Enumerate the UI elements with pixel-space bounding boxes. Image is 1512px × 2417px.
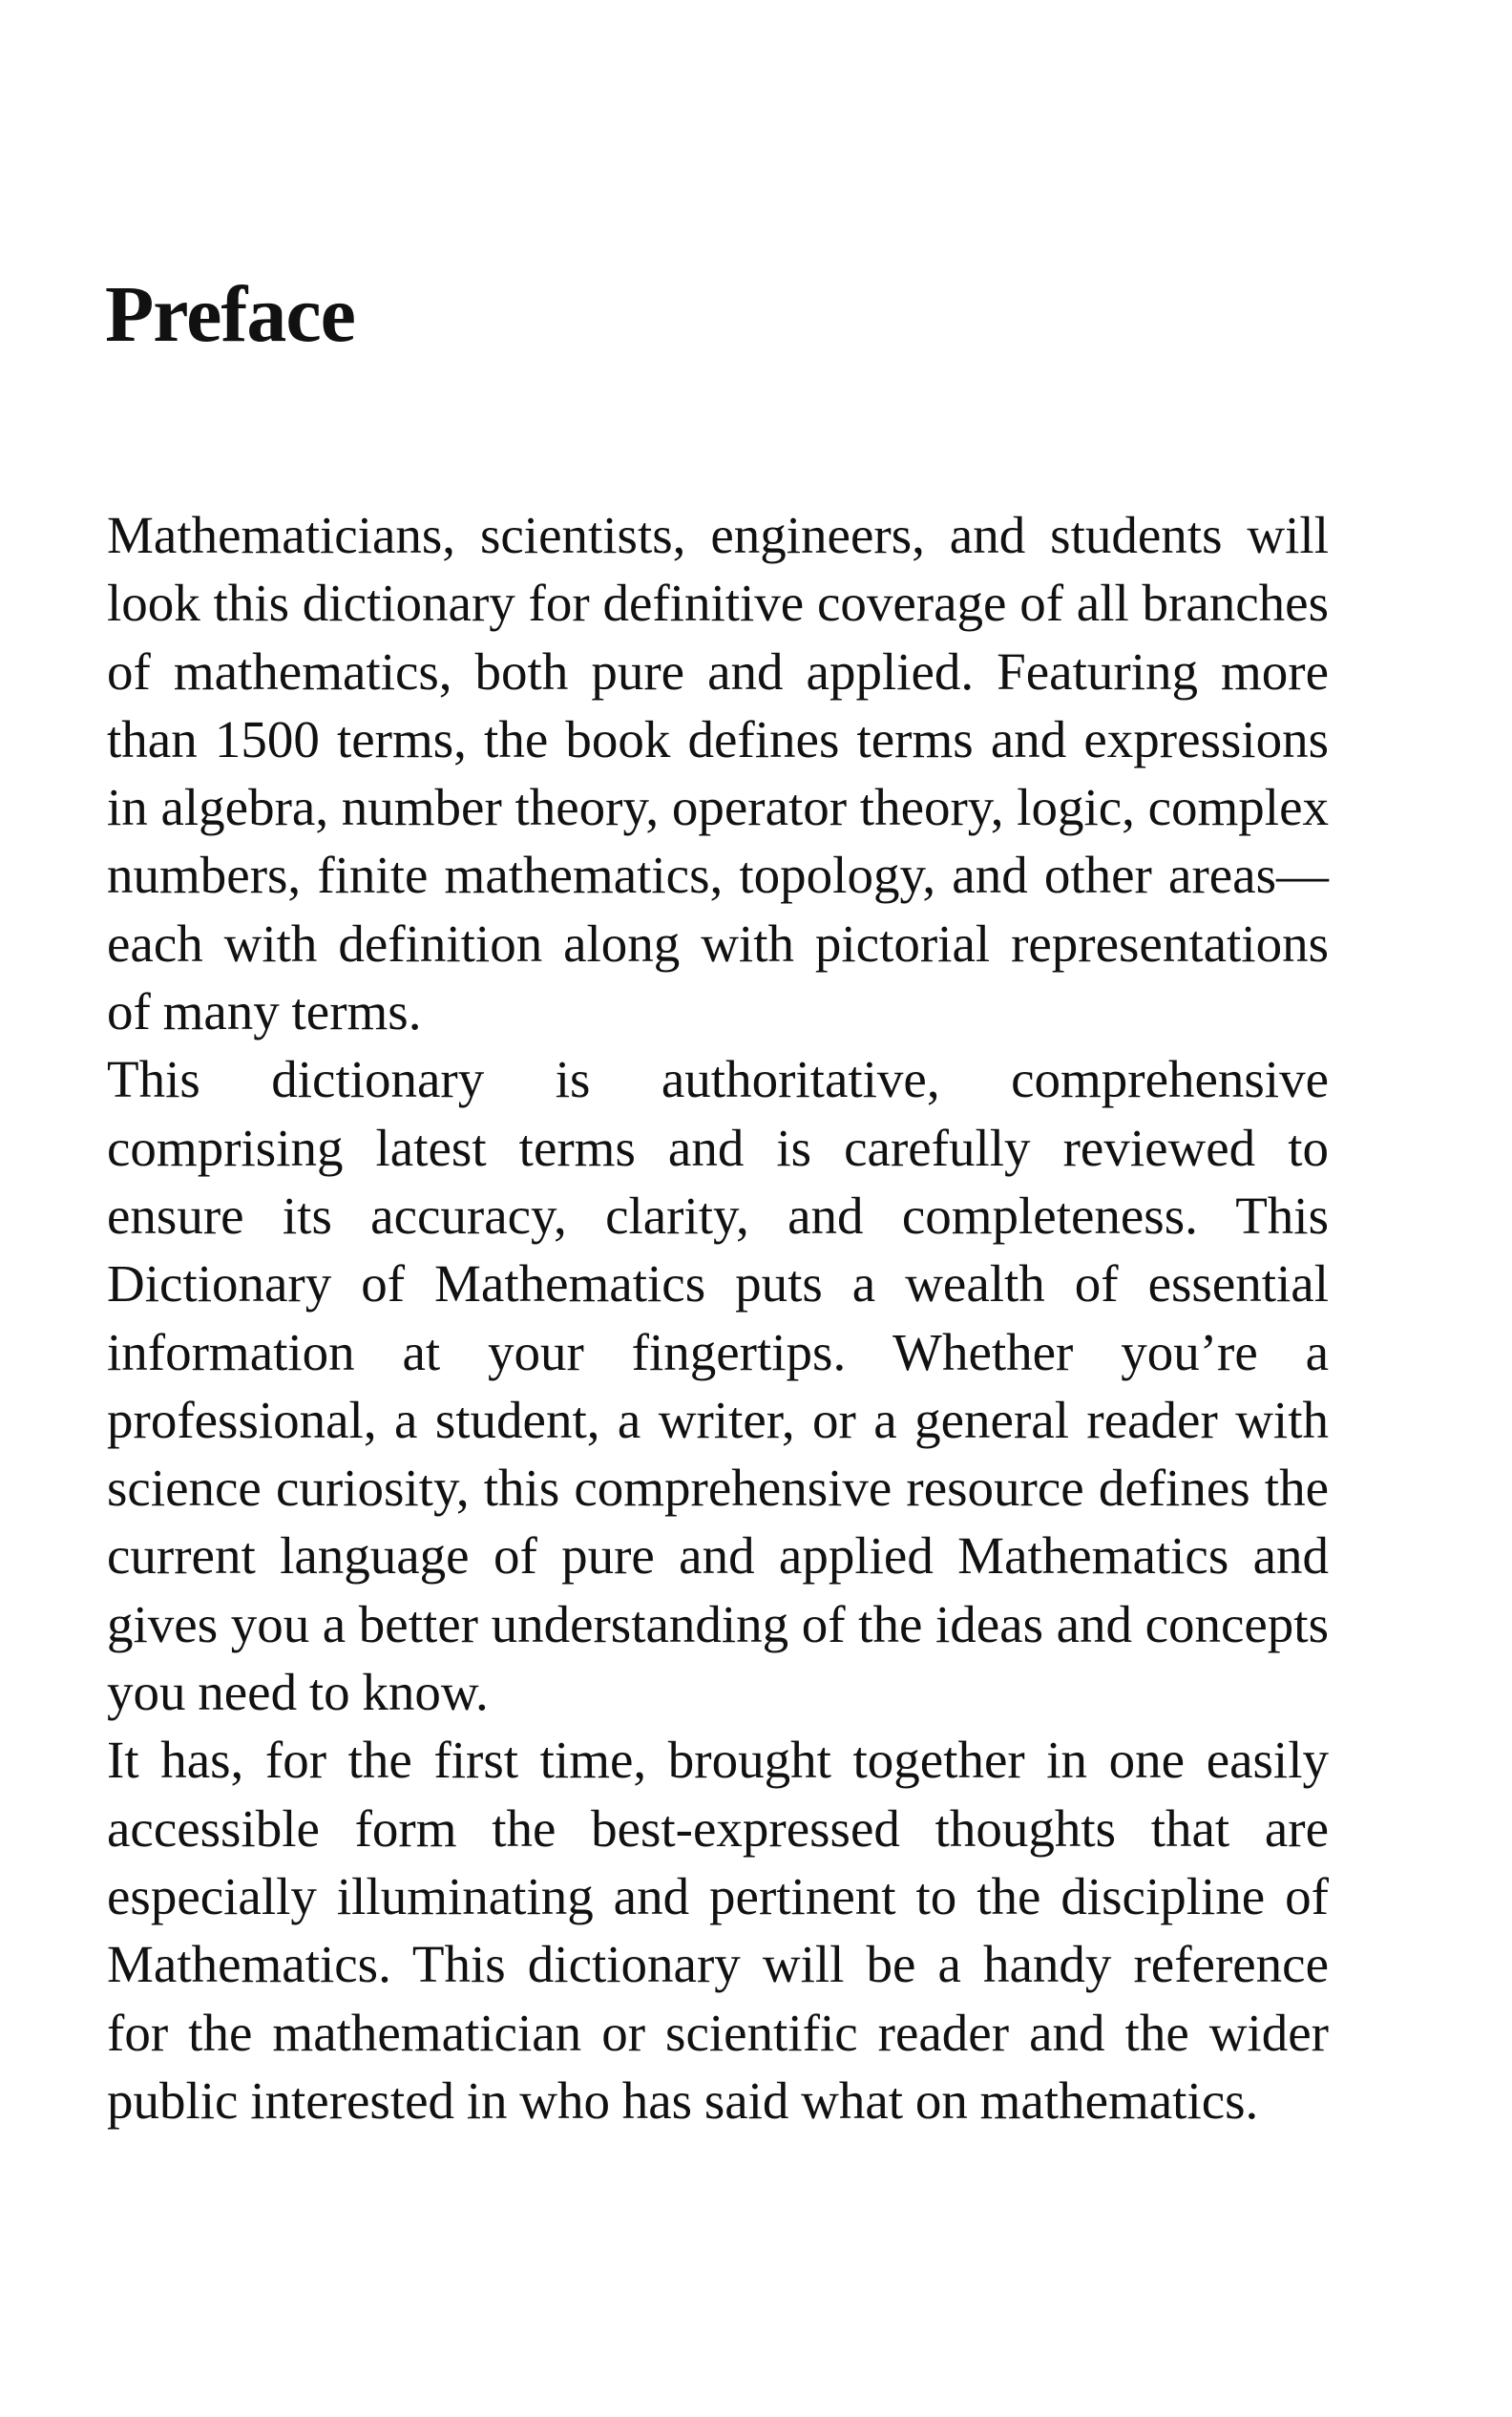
paragraph-2: This dictionary is authoritative, comprehensive comprising latest terms and is carefully reviewed to ensure its accuracy, clarity, and completeness. This Dictionary of Mathematics puts a wealth of essential information at your fingertips. Whether you’re a professional, a student, a writer, or a general reader with science curiosity, this comprehensive resource defines the current language of pure and applied Mathematics and gives you a better understanding of the ideas and concepts you need to know. [107, 1050, 1329, 1722]
page-title: Preface [105, 270, 355, 359]
preface-body [107, 501, 1329, 2134]
paragraph-3: It has, for the first time, brought together in one easily accessible form the best-expressed thoughts that are especially illuminating and pertinent to the discipline of Mathematics. This dictionary will be a handy reference for the mathematician or scientific reader and the wider public interested in who has said what on mathematics. [107, 1731, 1329, 2130]
paragraph-1: Mathematicians, scientists, engineers, and students will look this dictionary for definitive coverage of all branches of mathematics, both pure and applied. Featuring more than 1500 terms, the book defines terms and expressions in algebra, number theory, operator theory, logic, complex numbers, finite mathematics, topology, and other areas—each with definition along with pictorial representations of many terms. [107, 506, 1329, 1041]
